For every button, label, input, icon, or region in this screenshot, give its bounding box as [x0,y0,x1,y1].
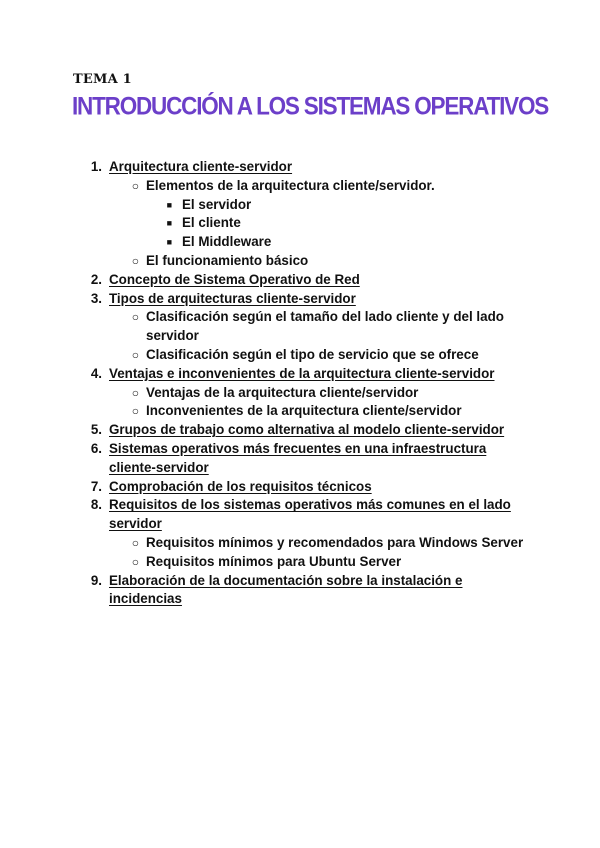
toc-link[interactable]: Arquitectura cliente-servidor [109,159,293,174]
item-number: 5. [90,422,102,438]
toc-item [0,290,600,309]
item-number: 8. [90,497,102,513]
toc-subitem [0,252,600,271]
toc-item-text: Inconvenientes de la arquitectura cliente/servidor [146,403,462,419]
toc-subitem [0,384,600,403]
toc-item [0,271,600,290]
toc-subitem [0,308,600,346]
page-title: INTRODUCCIÓN A LOS SISTEMAS OPERATIVOS [72,92,549,120]
toc-item [0,440,600,478]
bullet-icon: ■ [166,237,172,248]
toc-item-text: Requisitos mínimos y recomendados para Windows Server [146,534,524,550]
toc-item [0,158,600,177]
bullet-icon: ■ [166,199,172,210]
item-number: 6. [90,440,102,456]
toc-item-text: El Middleware [182,234,272,250]
toc-item-text: Requisitos mínimos para Ubuntu Server [146,553,402,569]
toc-subitem [0,553,600,572]
item-number: 1. [90,159,102,174]
toc-link[interactable]: Comprobación de los requisitos técnicos [109,478,372,494]
toc-subitem [0,402,600,421]
toc-link[interactable]: Requisitos de los sistemas operativos más comunes en el lado servidor [109,497,511,532]
bullet-icon: ○ [131,178,139,193]
toc-link[interactable]: Ventajas e inconvenientes de la arquitectura cliente-servidor [109,365,495,381]
item-number: 7. [90,478,102,494]
toc-item-text: Clasificación según el tamaño del lado cliente y del lado servidor [146,309,504,344]
toc-link[interactable]: Grupos de trabajo como alternativa al modelo cliente-servidor [109,422,505,438]
toc-item [0,572,600,610]
item-number: 4. [90,365,102,381]
toc-item-text: Clasificación según el tipo de servicio que se ofrece [146,346,479,362]
toc-item-text: El cliente [182,215,241,231]
item-number: 9. [90,572,102,588]
table-of-contents [0,158,600,609]
bullet-icon: ○ [131,310,139,325]
item-number: 3. [90,290,102,306]
bullet-icon: ○ [131,404,139,419]
toc-subitem [0,177,600,196]
tema-label: TEMA 1 [73,72,132,87]
toc-link[interactable]: Elaboración de la documentación sobre la instalación e incidencias [109,572,463,607]
toc-subitem [0,346,600,365]
bullet-icon: ○ [131,347,139,362]
toc-item-text: El funcionamiento básico [146,252,309,268]
toc-link[interactable]: Tipos de arquitecturas cliente-servidor [109,290,356,306]
toc-subsubitem [0,214,600,233]
bullet-icon: ○ [131,554,139,569]
bullet-icon: ○ [131,385,139,400]
toc-item [0,496,600,534]
bullet-icon: ■ [166,218,172,229]
item-number: 2. [90,271,102,287]
toc-item-text: El servidor [182,196,252,212]
toc-subitem [0,534,600,553]
toc-item-text: Elementos de la arquitectura cliente/servidor. [146,177,435,193]
toc-link[interactable]: Concepto de Sistema Operativo de Red [109,271,360,287]
toc-link[interactable]: Sistemas operativos más frecuentes en una infraestructura cliente-servidor [109,440,487,475]
toc-item [0,421,600,440]
toc-subsubitem [0,233,600,252]
toc-item [0,478,600,497]
bullet-icon: ○ [131,535,139,550]
toc-item [0,365,600,384]
toc-subsubitem [0,196,600,215]
toc-item-text: Ventajas de la arquitectura cliente/servidor [146,384,419,400]
bullet-icon: ○ [131,253,139,268]
